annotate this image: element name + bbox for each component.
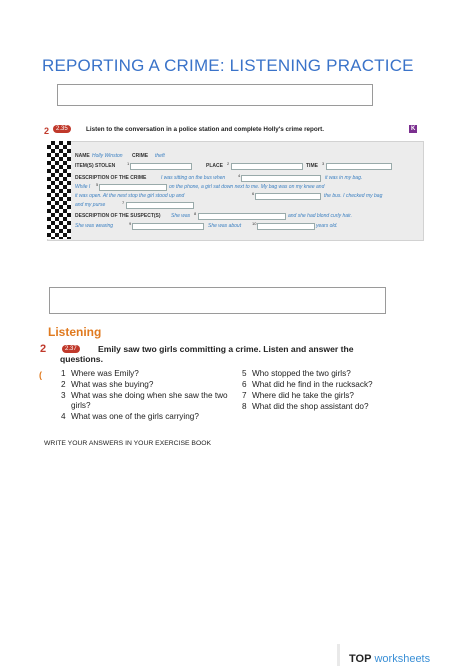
question-item [242,391,412,401]
question-number: 5 [242,369,247,378]
listening-instruction: Emily saw two girls committing a crime. Listen and answer the questions. [60,344,354,364]
question-item [242,369,412,379]
gap-2-input[interactable] [231,163,303,170]
crime-value: theft [155,153,165,159]
crime-description-line3-end: the bus. I checked my bag [324,193,383,199]
name-value: Holly Winston [92,153,123,159]
question-number: 1 [61,369,66,378]
crime-description-label: DESCRIPTION OF THE CRIME [75,175,147,181]
gap-4-input[interactable] [241,175,321,182]
checkered-border-decoration [47,141,71,239]
answer-box-1[interactable] [57,84,373,106]
suspect-line2-mid: She was about [208,223,242,229]
gap-8-input[interactable] [198,213,286,220]
gap-1-input[interactable] [130,163,192,170]
place-label: PLACE [206,163,223,169]
question-item [242,402,412,412]
logo-divider [337,644,340,666]
gap-9-input[interactable] [132,223,204,230]
side-mark: ( [39,370,42,380]
question-text: Who stopped the two girls? [252,369,351,378]
question-number: 8 [242,402,247,411]
question-number: 4 [61,412,66,421]
exercise-number: 2 [44,126,50,136]
question-text: What was she doing when she saw the two girls? [71,391,228,410]
question-item [242,380,412,390]
question-text: Where did he take the girls? [252,391,354,400]
level-badge: K [411,126,416,132]
time-label: TIME [306,163,318,169]
gap-number-10: 10 [252,221,257,226]
crime-description-line4: and my purse [75,202,106,208]
crime-label: CRIME [132,153,149,159]
gap-10-input[interactable] [257,223,315,230]
questions-column-left [61,369,231,423]
crime-description-line3-start: it was open. At the next stop the girl stood up and [75,193,185,199]
logo-worksheets-text: worksheets [374,653,431,665]
listening-exercise-number: 2 [40,343,47,355]
gap-5-input[interactable] [99,184,167,191]
suspect-line1-end: and she had blond curly hair. [288,213,353,219]
listening-audio-badge: 2.37 [62,345,80,353]
name-label: NAME [75,153,90,159]
items-stolen-label: ITEM(S) STOLEN [75,163,116,169]
gap-number-7: 7 [122,200,125,205]
crime-description-line2: on the phone, a girl sat down next to me. My bag was on my knee and [169,184,325,190]
exercise-instruction: Listen to the conversation in a police station and complete Holly's crime report. [86,126,325,133]
crime-description-line1: I was sitting on the bus when [161,175,226,181]
question-text: Where was Emily? [71,369,139,378]
gap-number-6: 6 [252,191,255,196]
question-item [61,391,231,411]
suspect-line2-end: years old. [316,223,338,229]
question-number: 6 [242,380,247,389]
page-title: REPORTING A CRIME: LISTENING PRACTICE [42,56,414,75]
topworksheets-logo[interactable] [349,653,430,665]
crime-description-line1-end: it was in my bag. [325,175,363,181]
question-number: 2 [61,380,66,389]
suspect-line1-start: She was [171,213,191,219]
question-item [61,412,231,422]
gap-number-3: 3 [322,161,325,166]
question-number: 3 [61,391,66,400]
logo-top-text: TOP [349,653,372,665]
question-number: 7 [242,391,247,400]
question-text: What was one of the girls carrying? [71,412,199,421]
answer-box-2[interactable] [49,287,386,314]
question-text: What did the shop assistant do? [252,402,369,411]
gap-number-1: 1 [127,161,130,166]
question-item [61,369,231,379]
gap-number-8: 8 [194,211,197,216]
listening-heading: Listening [48,325,102,339]
question-text: What was she buying? [71,380,154,389]
gap-number-5: 5 [96,182,99,187]
gap-number-4: 4 [238,173,241,178]
write-answers-note: WRITE YOUR ANSWERS IN YOUR EXERCISE BOOK [44,440,212,447]
suspect-line2-start: She was wearing [75,223,114,229]
audio-track-badge: 2.35 [53,125,71,133]
question-text: What did he find in the rucksack? [252,380,373,389]
question-item [61,380,231,390]
crime-report-form [47,141,424,241]
gap-number-9: 9 [129,221,132,226]
questions-column-right [242,369,412,413]
gap-number-2: 2 [227,161,230,166]
gap-7-input[interactable] [126,202,194,209]
gap-6-input[interactable] [255,193,321,200]
gap-3-input[interactable] [326,163,392,170]
suspect-description-label: DESCRIPTION OF THE SUSPECT(S) [75,213,161,219]
crime-description-line2-start: While I [75,184,91,190]
